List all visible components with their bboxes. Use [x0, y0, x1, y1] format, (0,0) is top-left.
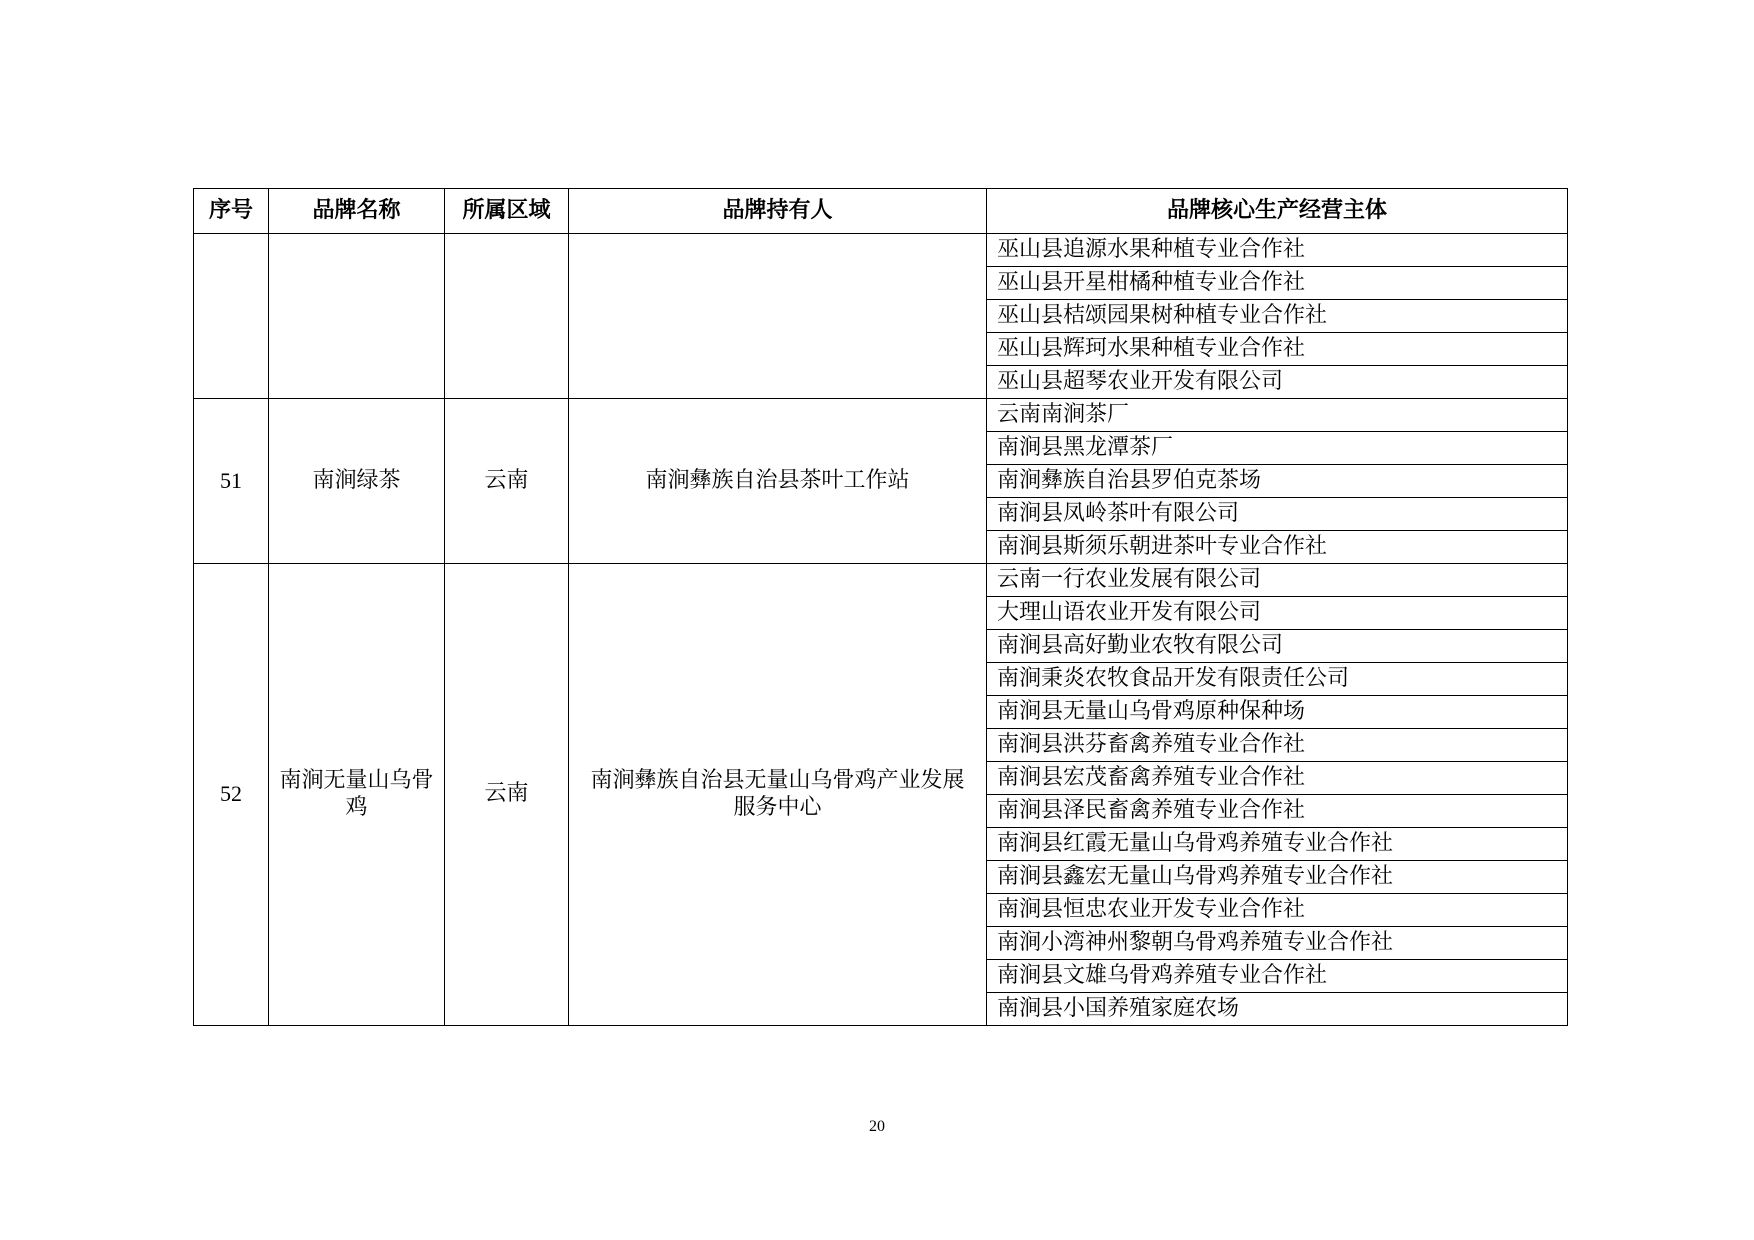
entity-cell: 南涧县黑龙潭茶厂 [987, 432, 1568, 465]
continuation-seq-cell [194, 234, 269, 399]
entity-cell: 南涧秉炎农牧食品开发有限责任公司 [987, 663, 1568, 696]
region-cell: 云南 [445, 564, 569, 1026]
continuation-holder-cell [569, 234, 987, 399]
entity-cell: 云南南涧茶厂 [987, 399, 1568, 432]
entity-cell: 巫山县辉珂水果种植专业合作社 [987, 333, 1568, 366]
table-row [194, 399, 1568, 432]
entity-cell: 巫山县桔颂园果树种植专业合作社 [987, 300, 1568, 333]
entity-cell: 南涧县红霞无量山乌骨鸡养殖专业合作社 [987, 828, 1568, 861]
header-region: 所属区域 [445, 189, 569, 234]
header-brand-holder: 品牌持有人 [569, 189, 987, 234]
header-brand-name: 品牌名称 [269, 189, 445, 234]
entity-cell: 南涧县泽民畜禽养殖专业合作社 [987, 795, 1568, 828]
entity-cell: 南涧彝族自治县罗伯克茶场 [987, 465, 1568, 498]
brand-holder-cell: 南涧彝族自治县茶叶工作站 [569, 399, 987, 564]
seq-cell: 51 [194, 399, 269, 564]
entity-cell: 南涧县无量山乌骨鸡原种保种场 [987, 696, 1568, 729]
brand-name-cell: 南涧无量山乌骨鸡 [269, 564, 445, 1026]
entity-cell: 南涧县文雄乌骨鸡养殖专业合作社 [987, 960, 1568, 993]
seq-cell: 52 [194, 564, 269, 1026]
entity-cell: 南涧县高好勤业农牧有限公司 [987, 630, 1568, 663]
entity-cell: 巫山县超琴农业开发有限公司 [987, 366, 1568, 399]
header-core-entities: 品牌核心生产经营主体 [987, 189, 1568, 234]
entity-cell: 南涧小湾神州黎朝乌骨鸡养殖专业合作社 [987, 927, 1568, 960]
page-number: 20 [869, 1118, 885, 1135]
brand-holder-cell: 南涧彝族自治县无量山乌骨鸡产业发展服务中心 [569, 564, 987, 1026]
entity-cell: 南涧县洪芬畜禽养殖专业合作社 [987, 729, 1568, 762]
entity-cell: 南涧县宏茂畜禽养殖专业合作社 [987, 762, 1568, 795]
brand-name-cell: 南涧绿茶 [269, 399, 445, 564]
entity-cell: 南涧县鑫宏无量山乌骨鸡养殖专业合作社 [987, 861, 1568, 894]
entity-cell: 大理山语农业开发有限公司 [987, 597, 1568, 630]
header-seq: 序号 [194, 189, 269, 234]
entity-cell: 云南一行农业发展有限公司 [987, 564, 1568, 597]
region-cell: 云南 [445, 399, 569, 564]
table-body [194, 234, 1568, 1026]
entity-cell: 南涧县小国养殖家庭农场 [987, 993, 1568, 1026]
continuation-brand-cell [269, 234, 445, 399]
table-row [194, 234, 1568, 267]
header-row [194, 189, 1568, 234]
continuation-region-cell [445, 234, 569, 399]
table-row [194, 564, 1568, 597]
entity-cell: 南涧县斯须乐朝进茶叶专业合作社 [987, 531, 1568, 564]
entity-cell: 巫山县追源水果种植专业合作社 [987, 234, 1568, 267]
brand-table [193, 188, 1568, 1026]
entity-cell: 南涧县恒忠农业开发专业合作社 [987, 894, 1568, 927]
entity-cell: 南涧县凤岭茶叶有限公司 [987, 498, 1568, 531]
table-header [194, 189, 1568, 234]
entity-cell: 巫山县开星柑橘种植专业合作社 [987, 267, 1568, 300]
